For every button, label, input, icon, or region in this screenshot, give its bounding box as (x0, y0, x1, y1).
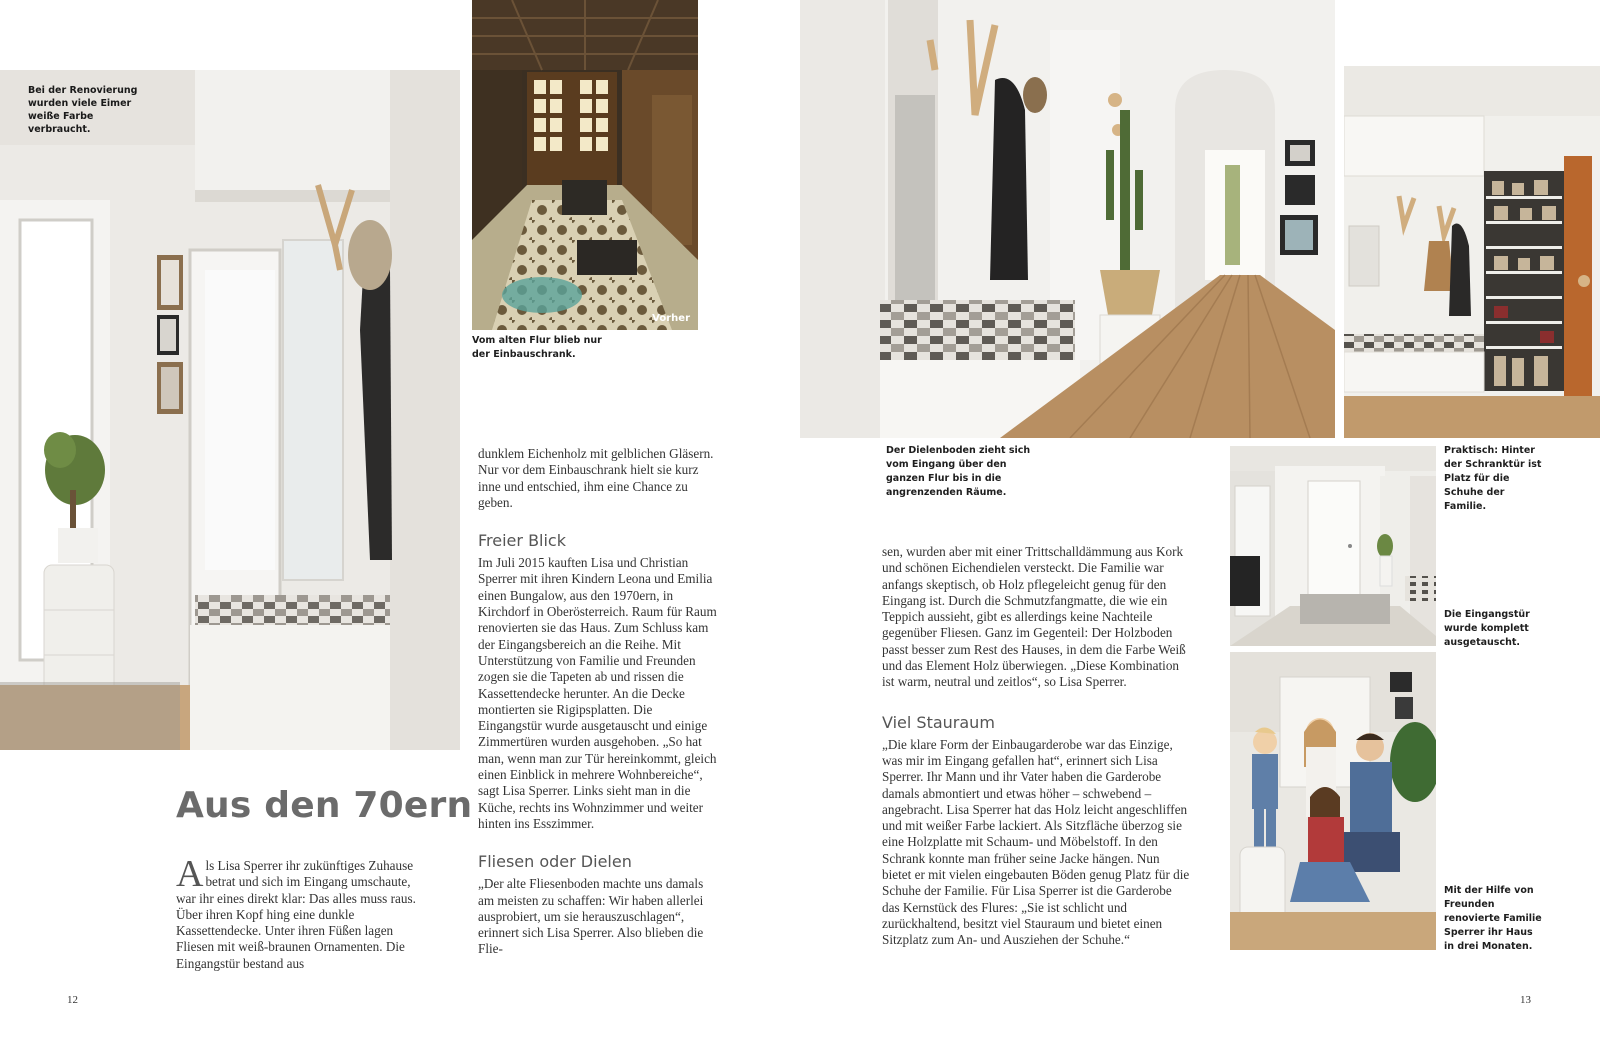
heading-fliesen-dielen: Fliesen oder Dielen (478, 852, 632, 872)
intro-paragraph (176, 853, 432, 972)
caption-old-hall: Vom alten Flur blieb nur der Einbauschrank. (472, 335, 602, 360)
section-freier-blick-text: Im Juli 2015 kauften Lisa und Christian Sperrer mit ihren Kindern Leona und Emilia einen Bungalow, aus den 1970ern, in Kirchdorf in Oberösterreich. Raum für Raum renovierten sie das Haus. Zum Schluss kam der Eingangsbereich an die Reihe. Mit Unterstützung von Familie und Freunden zogen sie die Tapeten ab und rissen die Kassettendecke herunter. An die Decke montierten sie Rigipsplatten. Die Eingangstür wurde ausgetauscht und einige Zimmertüren wurden ausgehoben. „So hat man, wenn man zur Tür hereinkommt, gleich einen Einblick in mehrere Wohnbereiche“, sagt Lisa Sperrer. Links sieht man in die Küche, rechts ins Wohnzimmer und weiter hinten ins Esszimmer. (478, 555, 717, 831)
section-stauraum-text: „Die klare Form der Einbaugarderobe war das Einzige, was mir im Eingang gefallen hat“, erinnert sich Lisa Sperrer. Ihr Mann und ihr Vater haben die Garderobe damals abmontiert und etwas höher – schwebend – angebracht. Lisa Sperrer hat das Holz leicht angeschliffen und mit weißer Farbe lackiert. Als Sitzfläche überzog sie eine Holzplatte mit Schaum- und Möbelstoff. In den Schrank konnte man früher seine Jacke hängen. Nun bietet er mit vielen eingebauten Böden genug Platz für die Schuhe der Familie. Für Lisa Sperrer ist die Garderobe das Kernstück des Flures: „Sie ist schlicht und zurückhaltend, besitzt viel Stauraum und bietet einen Sitzplatz zum An- und Ausziehen der Schuhe.“ (882, 736, 1190, 948)
caption-family: Mit der Hilfe von Freunden renovierte Familie Sperrer ihr Haus in drei Monaten. (1444, 885, 1542, 952)
caption-renovation: Bei der Renovierung wurden viele Eimer weiße Farbe verbraucht. (28, 85, 138, 135)
caption-cabinet: Praktisch: Hinter der Schranktür ist Platz für die Schuhe der Familie. (1444, 445, 1542, 512)
photo-entrance-door (1230, 446, 1436, 646)
photo-old-hallway (472, 0, 698, 330)
heading-freier-blick: Freier Blick (478, 531, 566, 551)
photo-shoe-cabinet (1344, 66, 1600, 438)
caption-door: Die Eingangstür wurde komplett ausgetauscht. (1444, 609, 1530, 648)
photo-corridor-cactus (800, 0, 1335, 438)
col2-continuation: dunklem Eichenholz mit gelblichen Gläsern. Nur vor dem Einbauschrank hielt sie kurz inne und entschied, ihm eine Chance zu geben. (478, 446, 714, 510)
column-intro (176, 853, 432, 972)
before-label: Vorher (652, 313, 690, 324)
caption-floorboards: Der Dielenboden zieht sich vom Eingang über den ganzen Flur bis in die angrenzenden Räume. (886, 445, 1031, 498)
section-fliesen-text: „Der alte Fliesenboden machte uns damals am meisten zu schaffen: Wir haben allerlei ausprobiert, um sie herauszuschlagen“, erinnert sich Lisa Sperrer. Also blieben die Flie- (478, 876, 704, 957)
photo-family (1230, 652, 1436, 950)
intro-text: ls Lisa Sperrer ihr zukünftiges Zuhause betrat und sich im Eingang umschaute, war ihr eines direkt klar: Das alles muss raus. Über ihren Kopf hing eine dunkle Kassettendecke. Unter ihren Füßen lagen Fliesen mit weiß-braunen Ornamenten. Die Eingangstür bestand aus (176, 858, 416, 971)
article-title: Aus den 70ern (176, 785, 473, 826)
page-number-left: 12 (67, 994, 78, 1006)
photo-entrance-wardrobe (0, 70, 460, 750)
col3-continuation: sen, wurden aber mit einer Trittschalldämmung aus Kork und schönen Eichendielen versteckt. Die Familie war anfangs skeptisch, ob Holz pflegeleicht genug für den Eingang ist. Durch die Schmutzfangmatte, die wie ein Teppich aussieht, gibt es allerdings keine Nachteile gegenüber Fliesen. Ganz im Gegenteil: Der Holzboden passt besser zum Rest des Hauses, in dem die Farbe Weiß und das Element Holz überwiegen. „Diese Kombination ist warm, neutral und zeitlos“, so Lisa Sperrer. (882, 544, 1186, 690)
page-number-right: 13 (1520, 994, 1531, 1006)
drop-cap: A (176, 853, 204, 895)
column-three (882, 544, 1192, 949)
heading-viel-stauraum: Viel Stauraum (882, 712, 995, 732)
column-two (478, 446, 718, 958)
